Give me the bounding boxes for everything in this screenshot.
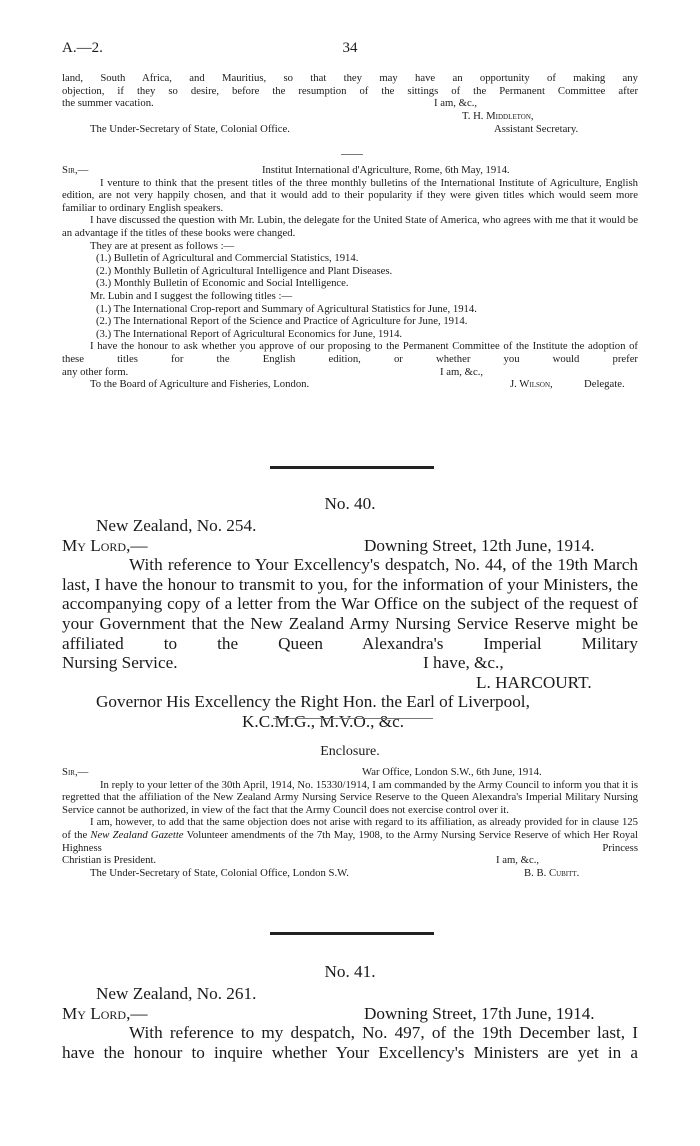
- page-header: [62, 40, 638, 60]
- enclosure-text: I am, however, to add that the same objection does not arise with regard to its affiliation, as already provided for in clause 125 of the: [62, 816, 638, 841]
- despatch-41-salutation: My Lord,—: [62, 1003, 148, 1023]
- enclosure-title: Enclosure.: [320, 744, 380, 759]
- despatch-40: [62, 516, 638, 732]
- letter-2-closing: I am, &c.,: [440, 365, 484, 378]
- letter-2-address: Institut International d'Agriculture, Rome, 6th May, 1914.: [262, 164, 510, 176]
- despatch-41-reference: New Zealand, No. 261.: [96, 984, 257, 1003]
- letter-2-signature-title: Delegate.: [584, 378, 625, 391]
- despatch-41-body: With reference to my despatch, No. 497, of the 19th December last, I have the honour to inquire whether Your Excellency's Ministers are yet in a: [62, 1023, 638, 1062]
- page-number: 34: [342, 40, 358, 56]
- section-divider: [270, 466, 434, 469]
- enclosure-closing: I am, &c.,: [496, 854, 540, 867]
- letter-2-addressee: To the Board of Agriculture and Fisheries, London.: [90, 378, 310, 391]
- enclosure-last-line: Christian is President.: [62, 854, 157, 867]
- present-titles-list: [62, 252, 638, 290]
- despatch-41-dateline: Downing Street, 17th June, 1914.: [364, 1003, 595, 1023]
- list-item: (1.) Bulletin of Agricultural and Commercial Statistics, 1914.: [96, 252, 359, 265]
- despatch-40-salutation: My Lord,—: [62, 535, 148, 555]
- enclosure-paragraph: In reply to your letter of the 30th April, 1914, No. 15330/1914, I am commanded by the Army Council to inform you that it is regretted that the affiliation of the New Zealand Army Nursing Service Reserve to the Queen Alexandra's Imperial Military Nursing Service cannot be authorized, in view of the fact that the Army Council does not exercise control over it.: [62, 778, 638, 816]
- letter-2-signature: J. Wilson,: [510, 378, 553, 391]
- despatch-40-closing: I have, &c.,: [423, 653, 504, 673]
- letter-2-paragraph: I have the honour to ask whether you approve of our proposing to the Permanent Committee of the Institute the adoption of these titles for the English edition, or whether you would prefer: [62, 340, 638, 365]
- letter-1-line: objection, if they so desire, before the resumption of the sittings of the Permanent Committee after: [62, 84, 638, 97]
- despatch-41-number: No. 41.: [324, 962, 376, 981]
- enclosure-paragraph: [62, 816, 638, 854]
- despatch-40-addressee: Governor His Excellency the Right Hon. the Earl of Liverpool,: [96, 692, 530, 712]
- letter-2-list-intro: They are at present as follows :—: [90, 239, 235, 252]
- despatch-40-dateline: Downing Street, 12th June, 1914.: [364, 535, 595, 555]
- despatch-41: [62, 984, 638, 1062]
- section-divider: [273, 718, 433, 719]
- list-item: (2.) Monthly Bulletin of Agricultural Intelligence and Plant Diseases.: [96, 264, 393, 277]
- despatch-40-signature: L. HARCOURT.: [476, 672, 592, 692]
- suggested-titles-list: [62, 303, 638, 341]
- letter-2-paragraph: I have discussed the question with Mr. Lubin, the delegate for the United State of America, who agrees with me that it would be an advantage if the titles of these books were changed.: [62, 214, 638, 239]
- letter-2-paragraph: I venture to think that the present titles of the three monthly bulletins of the International Institute of Agriculture, English edition, are not very happily chosen, and that it would add to their popularity if they were given titles which would seem more familiar to ordinary English speakers.: [62, 176, 638, 214]
- enclosure-text: Volunteer amendments of the 7th May, 1908, to the Army Nursing Service Reserve of which Her Royal Highness Princess: [62, 828, 638, 854]
- letter-1-signature: T. H. Middleton,: [462, 109, 534, 122]
- letter-1-signature-title: Assistant Secretary.: [494, 123, 579, 136]
- list-item: (1.) The International Crop-report and Summary of Agricultural Statistics for June, 1914.: [96, 302, 477, 315]
- letter-2-last-line: any other form.: [62, 365, 129, 378]
- letter-1-last-line: the summer vacation.: [62, 97, 154, 110]
- letter-2: [62, 164, 638, 391]
- list-item: (2.) The International Report of the Science and Practice of Agriculture for June, 1914.: [96, 315, 468, 328]
- letter-2-list-intro: Mr. Lubin and I suggest the following titles :—: [90, 289, 293, 302]
- enclosure-address: War Office, London S.W., 6th June, 1914.: [362, 766, 542, 778]
- letter-2-salutation: Sir,—: [62, 164, 89, 176]
- gazette-title: New Zealand Gazette: [90, 828, 184, 841]
- section-divider: [270, 932, 434, 935]
- despatch-40-addressee: K.C.M.G., M.V.O., &c.: [242, 711, 405, 731]
- list-item: (3.) The International Report of Agricultural Economics for June, 1914.: [96, 327, 403, 340]
- enclosure-signature: B. B. Cubitt.: [524, 866, 580, 879]
- enclosure-salutation: Sir,—: [62, 766, 89, 778]
- list-item: (3.) Monthly Bulletin of Economic and Social Intelligence.: [96, 277, 349, 290]
- document-reference: A.—2.: [62, 40, 103, 56]
- letter-1-ending: [62, 72, 638, 136]
- enclosure-addressee: The Under-Secretary of State, Colonial Office, London S.W.: [90, 866, 349, 879]
- despatch-40-body: With reference to Your Excellency's despatch, No. 44, of the 19th March last, I have the honour to transmit to you, for the information of your Ministers, the accompanying copy of a letter from the War Office on the subject of the request of your Government that the New Zealand Army Nursing Service Reserve might be affiliated to the Queen Alexandra's Imperial Military: [62, 555, 638, 653]
- letter-1-line: land, South Africa, and Mauritius, so that they may have an opportunity of making any: [62, 72, 638, 84]
- enclosure-letter: [62, 766, 638, 879]
- despatch-40-number: No. 40.: [324, 494, 376, 513]
- despatch-40-body-last: Nursing Service.: [62, 653, 178, 673]
- despatch-40-reference: New Zealand, No. 254.: [96, 516, 257, 535]
- short-divider: [341, 154, 363, 155]
- letter-1-closing: I am, &c.,: [434, 97, 478, 110]
- letter-1-addressee: The Under-Secretary of State, Colonial Office.: [90, 123, 290, 136]
